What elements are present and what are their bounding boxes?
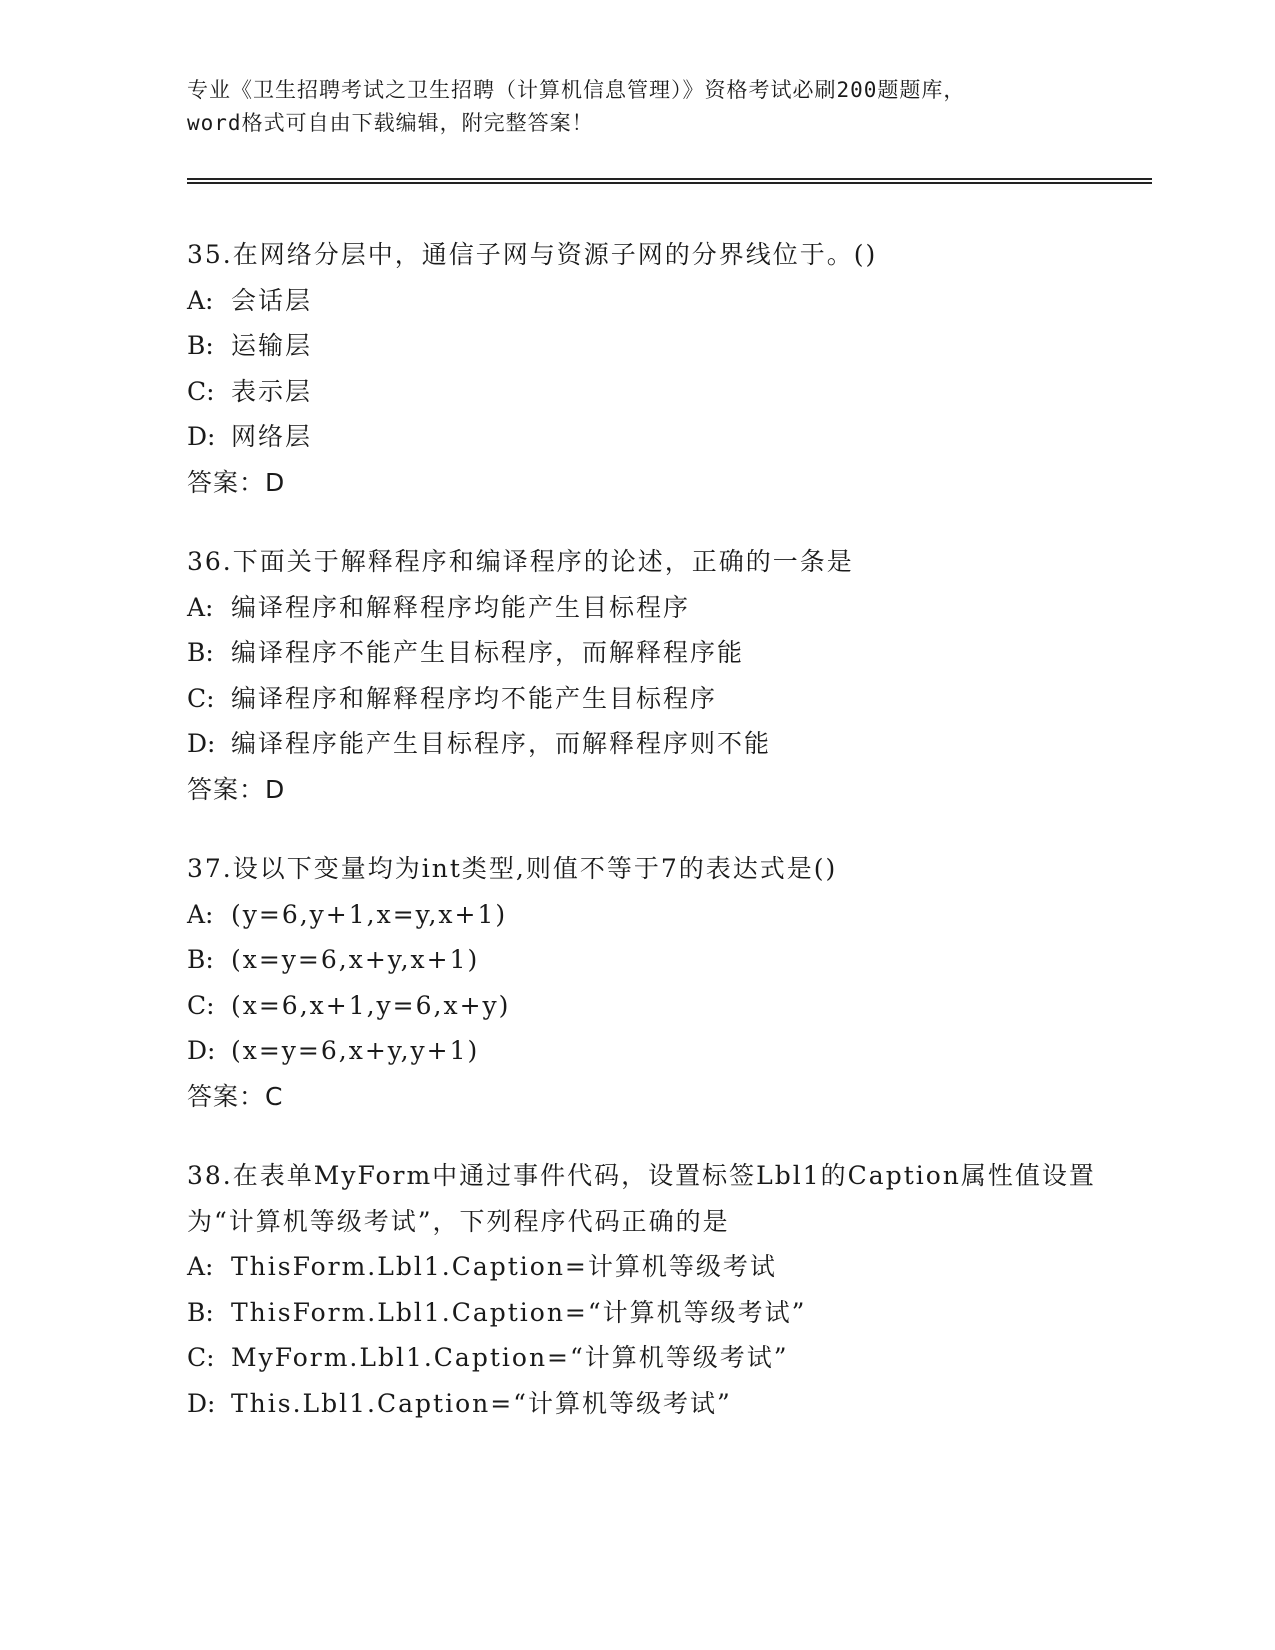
- option-text: 网络层: [231, 422, 313, 451]
- option-label: C:: [187, 990, 215, 1020]
- answer: 答案：D: [187, 467, 286, 497]
- option-b: [187, 323, 1137, 369]
- option-text: (x=y=6,x+y,y+1): [231, 1036, 480, 1065]
- answer: 答案：D: [187, 774, 286, 804]
- option-d: [187, 721, 1137, 767]
- option-label: B:: [187, 945, 214, 974]
- option-text: 编译程序和解释程序均不能产生目标程序: [231, 683, 718, 713]
- question-36: [187, 539, 1137, 812]
- option-label: D:: [187, 1388, 216, 1418]
- option-d: [187, 1381, 1137, 1427]
- question-stem: 37.设以下变量均为int类型,则值不等于7的表达式是(): [187, 854, 838, 883]
- option-c: [187, 369, 1137, 415]
- header-line-2: word格式可自由下载编辑，附完整答案！: [187, 111, 594, 135]
- option-b: [187, 937, 1137, 983]
- option-d: [187, 1028, 1137, 1074]
- question-38: [187, 1153, 1137, 1426]
- option-label: B:: [187, 638, 214, 667]
- option-label: C:: [187, 376, 215, 406]
- option-label: A:: [187, 285, 214, 315]
- option-a: [187, 585, 1137, 631]
- header-line-1: 专业《卫生招聘考试之卫生招聘（计算机信息管理）》资格考试必刷200题题库，: [187, 78, 966, 102]
- option-label: B:: [187, 1297, 214, 1327]
- answer: 答案：C: [187, 1081, 284, 1111]
- question-list: [187, 232, 1137, 1460]
- option-c: [187, 1335, 1137, 1381]
- option-text: 编译程序能产生目标程序，而解释程序则不能: [231, 729, 772, 758]
- option-text: 运输层: [231, 331, 313, 360]
- option-text: (x=y=6,x+y,x+1): [231, 945, 480, 974]
- document-header: [187, 74, 1087, 140]
- option-c: [187, 983, 1137, 1029]
- option-a: [187, 892, 1137, 938]
- option-label: D:: [187, 422, 216, 451]
- option-text: (y=6,y+1,x=y,x+1): [231, 899, 508, 929]
- option-text: ThisForm.Lbl1.Caption=计算机等级考试: [231, 1252, 777, 1281]
- question-stem: 35.在网络分层中，通信子网与资源子网的分界线位于。(): [187, 240, 878, 269]
- option-c: [187, 676, 1137, 722]
- option-b: [187, 1290, 1137, 1336]
- option-text: MyForm.Lbl1.Caption=“计算机等级考试”: [231, 1343, 789, 1372]
- option-label: B:: [187, 331, 214, 360]
- question-stem: 38.在表单MyForm中通过事件代码，设置标签Lbl1的Caption属性值设置为“计算机等级考试”，下列程序代码正确的是: [187, 1161, 1096, 1236]
- option-label: A:: [187, 1252, 214, 1281]
- option-label: A:: [187, 899, 214, 929]
- option-label: C:: [187, 683, 215, 713]
- header-divider-bottom: [187, 182, 1152, 184]
- option-d: [187, 414, 1137, 460]
- option-label: C:: [187, 1343, 215, 1372]
- option-text: 编译程序和解释程序均能产生目标程序: [231, 592, 691, 622]
- header-divider-top: [187, 178, 1152, 180]
- option-text: 编译程序不能产生目标程序，而解释程序能: [231, 638, 745, 667]
- question-35: [187, 232, 1137, 505]
- option-label: A:: [187, 592, 214, 622]
- option-text: 表示层: [231, 376, 313, 406]
- option-a: [187, 1244, 1137, 1290]
- option-label: D:: [187, 1036, 216, 1065]
- question-stem: 36.下面关于解释程序和编译程序的论述，正确的一条是: [187, 547, 854, 576]
- option-text: (x=6,x+1,y=6,x+y): [231, 990, 511, 1020]
- option-a: [187, 278, 1137, 324]
- option-text: ThisForm.Lbl1.Caption=“计算机等级考试”: [231, 1297, 807, 1327]
- option-text: This.Lbl1.Caption=“计算机等级考试”: [231, 1388, 732, 1418]
- option-text: 会话层: [231, 285, 313, 315]
- option-b: [187, 630, 1137, 676]
- option-label: D:: [187, 729, 216, 758]
- question-37: [187, 846, 1137, 1119]
